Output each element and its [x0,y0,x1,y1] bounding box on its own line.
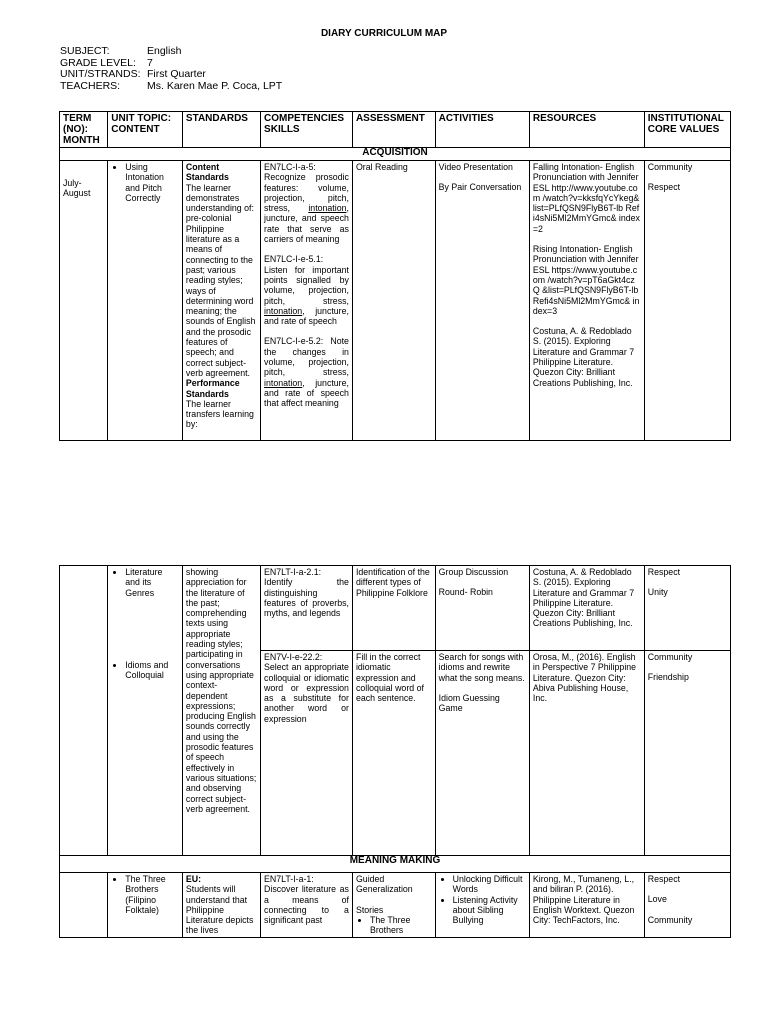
meta-label: SUBJECT: [60,45,110,57]
topic-cell [108,566,183,856]
activities-cell [435,873,529,938]
term-cell [60,566,108,856]
assessment-item: Identification of the different types of Philippine Folklore [353,566,435,651]
header-standards: STANDARDS [182,112,260,148]
topic-item: • Idioms and Colloquial [125,660,179,681]
assessment-item: Oral Reading [355,162,408,172]
competency-item [264,254,349,326]
standards-cell [182,161,260,441]
standards-heading: Performance Standards [185,378,240,399]
standards-text: showing appreciation for the literature of the past; comprehending texts using appropriate reading styles; participating in conversations using appropriate context-dependent expressions; producing English sounds correctly and using the prosodic features of speech effectively in various situations; and observing correct subject-verb agreement. [185,567,257,814]
activity-item: By Pair Conversation [438,182,522,193]
topic-cell [108,161,183,441]
topic-item: • Literature and its Genres [125,567,179,598]
meta-value: First Quarter [147,68,206,80]
resource-item: Rising Intonation- English Pronunciation with Jennifer ESL https://www.youtube.com /watch?v=pT6aGkt4czQ &list=PLfQSN9FlyB6T-lb Refi4sNi5Ml2MmYGmc& index=3 [532,244,640,316]
value-item: Respect [647,874,681,884]
competency-text: , juncture, and rate of speech [264,305,349,327]
section-meaning-making: MEANING MAKING [60,856,731,873]
assessment-cell [352,566,435,856]
competency-text: , juncture, and speech rate that serve as carriers of meaning [264,203,349,245]
topic-item: • The Three Brothers (Filipino Folktale) [125,874,179,915]
resource-item: Kirong, M., Tumaneng, L., and biliran P. (2016). Philippine Literature in English Worktext. Quezon City: TechFactors, Inc. [532,874,635,926]
section-row [60,148,731,161]
resource-item: Falling Intonation- English Pronunciation with Jennifer ESL http://www.youtube.com /watch?v=kksfqYcYkeg& list=PLfQSN9FlyB6T-lb Refi4sNi5Ml2MmYGmc& index=2 [532,162,640,234]
competency-underlined: intonation [264,305,303,316]
section-acquisition: ACQUISITION [60,148,731,161]
competency-item: EN7LT-I-a-1: Discover literature as a means of connecting to a significant past [264,874,349,926]
competencies-cell [261,873,353,938]
activity-item: Idiom Guessing Game [438,692,500,714]
term-value: July-August [63,178,91,199]
resources-cell [529,566,644,856]
resource-item: Costuna, A. & Redoblado S. (2015). Exploring Literature and Grammar 7 Philippine Literature. Quezon City: Brilliant Creations Publishing, Inc. [530,566,644,651]
topic-item: • Using Intonation and Pitch Correctly [125,162,179,203]
value-item: Respect [647,567,681,577]
header-resources: RESOURCES [529,112,644,148]
document-meta [60,46,282,92]
section-row [60,856,731,873]
activity-group [436,651,529,714]
standards-cell [182,873,260,938]
activities-cell [435,161,529,441]
competency-item: EN7V-I-e-22.2: Select an appropriate colloquial or idiomatic word or expression as a substitute for another word or expression [264,652,349,724]
value-item: Love [647,894,667,905]
resources-cell [529,873,644,938]
standards-heading: EU: [185,874,202,884]
competency-item [264,162,349,244]
activity-item: Round- Robin [438,587,493,598]
activity-item: • Listening Activity about Sibling Bullying [453,895,526,926]
header-activities: ACTIVITIES [435,112,529,148]
value-group [645,566,730,651]
assessment-cell [352,161,435,441]
activity-item: Video Presentation [438,162,513,172]
meta-subject [60,46,282,58]
meta-label: UNIT/STRANDS: [60,68,141,80]
meta-value: Ms. Karen Mae P. Coca, LPT [147,79,283,92]
competency-text: EN7LC-I-a-5: Recognize prosodic features: volume, projection, pitch, stress, [264,162,349,214]
header-competencies: COMPETENCIES SKILLS [261,112,353,148]
term-cell [60,873,108,938]
values-cell [644,873,730,938]
competency-item [264,336,349,408]
assessment-cell [352,873,435,938]
meta-unit-strands [60,69,282,81]
standards-text: Students will understand that Philippine Literature depicts the lives [185,884,254,936]
values-cell [644,161,730,441]
activity-item: Search for songs with idioms and rewrite what the song means. [438,652,525,683]
value-item: Respect [647,182,681,193]
curriculum-table-part1 [59,111,731,441]
term-cell [60,161,108,441]
competency-text: , juncture, and rate of speech that affect meaning [264,377,349,409]
standards-text: The learner demonstrates understanding of: pre-colonial Philippine literature as a means of connecting to the past; various reading styles; ways of determining word meaning; the sounds of English and the prosodic features of speech; and correct subject-verb agreement. [185,182,256,378]
meta-label: TEACHERS: [60,79,121,92]
table-row [60,873,731,938]
meta-value: 7 [147,56,153,69]
competency-text: EN7LC-I-e-5.1: Listen for important points signalled by volume, projection, pitch, stress, [264,254,349,306]
activity-group [436,566,529,651]
resources-cell [529,161,644,441]
activities-cell [435,566,529,856]
curriculum-table-part2 [59,565,731,938]
competency-item: EN7LT-I-a-2.1: Identify the distinguishing features of proverbs, myths, and legends [261,566,352,651]
value-item: Community [647,914,693,925]
value-group [645,651,730,684]
header-assessment: ASSESSMENT [352,112,435,148]
competency-underlined: intonation [264,377,303,388]
header-topic: UNIT TOPIC: CONTENT [108,112,183,148]
competencies-cell [261,161,353,441]
assessment-item: • The Three Brothers [370,915,432,936]
document-title: DIARY CURRICULUM MAP [320,28,448,39]
meta-label: GRADE LEVEL: [60,56,136,69]
value-item: Unity [647,587,668,598]
standards-heading: Content Standards [185,162,229,183]
assessment-item: Fill in the correct idiomatic expression and colloquial word of each sentence. [355,652,424,704]
meta-value: English [147,45,182,57]
standards-text: The learner transfers learning by: [185,398,254,430]
table-row [60,161,731,441]
header-row [60,112,731,148]
value-item: Community [647,652,693,662]
topic-cell [108,873,183,938]
competency-underlined: intonation [308,203,347,214]
value-item: Community [647,162,693,172]
resource-item: Orosa, M., (2016). English in Perspective 7 Philippine Literature. Quezon City: Abiva Publishing House, Inc. [532,652,637,704]
assessment-item: Guided Generalization [355,874,413,895]
value-item: Friendship [647,672,689,683]
resource-item: Costuna, A. & Redoblado S. (2015). Exploring Literature and Grammar 7 Philippine Literature. Quezon City: Brilliant Creations Publishing, Inc. [532,326,635,388]
competencies-cell [261,566,353,856]
values-cell [644,566,730,856]
assessment-item: Stories [355,904,384,915]
header-values: INSTITUTIONAL CORE VALUES [644,112,730,148]
header-term: TERM (NO): MONTH [60,112,108,148]
activity-item: • Unlocking Difficult Words [453,874,526,895]
meta-teachers [60,81,282,93]
competency-text: EN7LC-I-e-5.2: Note the changes in volume, projection, pitch, stress, [264,336,349,378]
table-row [60,566,731,856]
standards-cell [182,566,260,856]
activity-item: Group Discussion [438,567,509,577]
